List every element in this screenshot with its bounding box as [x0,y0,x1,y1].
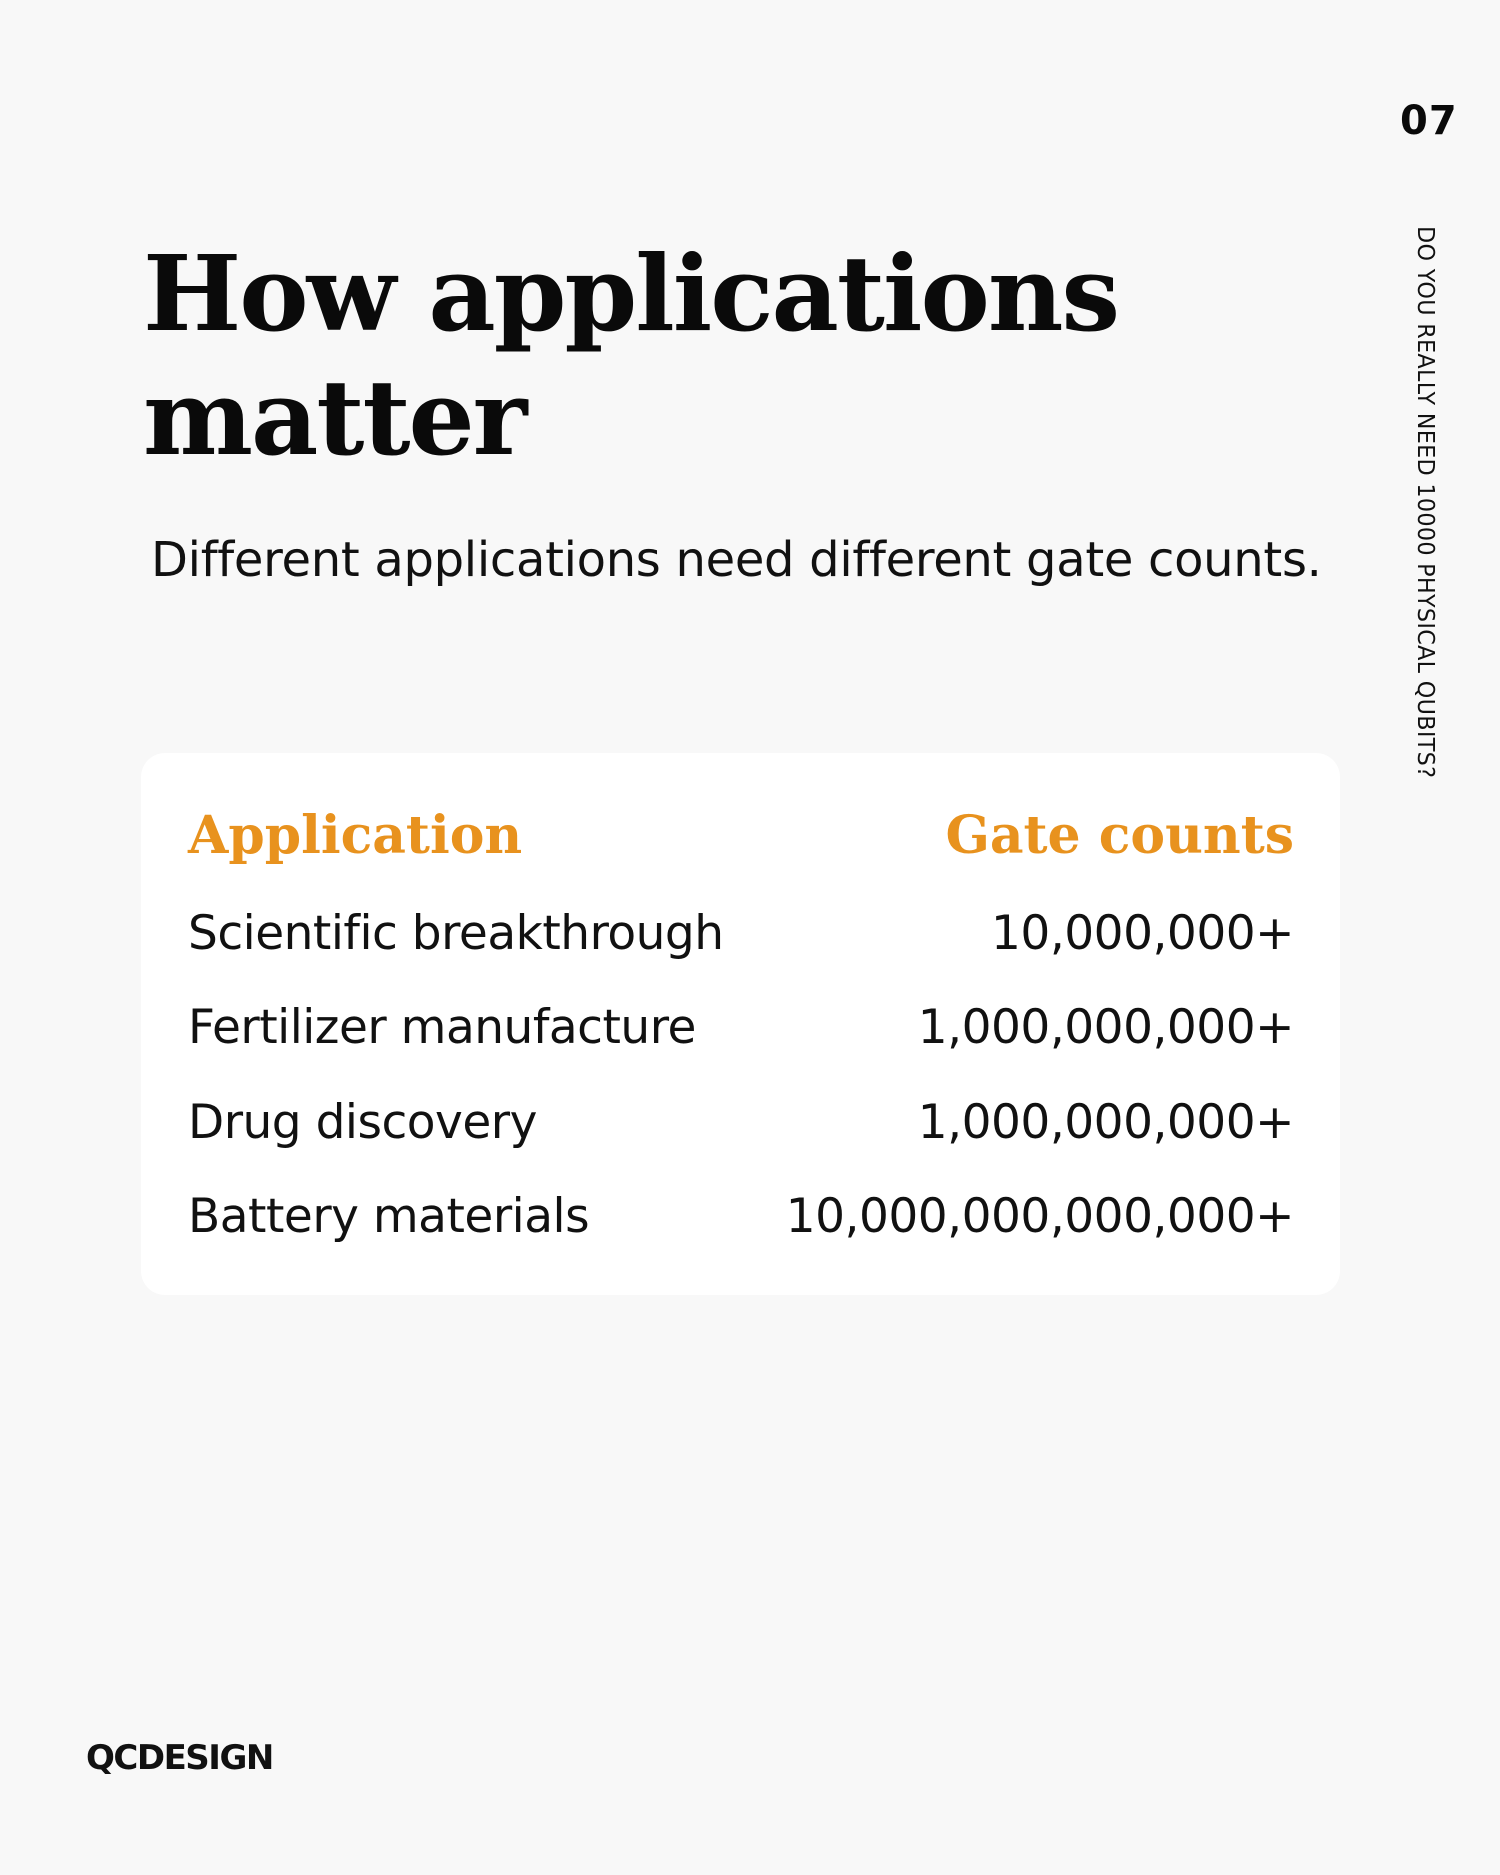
gate-count-cell: 1,000,000,000+ [917,999,1294,1055]
series-title-vertical: DO YOU REALLY NEED 10000 PHYSICAL QUBITS? [1412,226,1438,779]
gate-count-table [141,753,1340,1295]
gate-count-cell: 1,000,000,000+ [917,1094,1294,1150]
table-row [188,1087,1294,1157]
header-gate-counts: Gate counts [945,804,1294,866]
gate-count-cell: 10,000,000,000,000+ [785,1188,1294,1244]
table-header [188,800,1294,870]
subtitle: Different applications need different gate counts. [151,532,1322,588]
gate-count-cell: 10,000,000+ [991,905,1294,961]
application-cell: Battery materials [188,1188,590,1244]
page-number: 07 [1400,98,1458,144]
title-line-2: matter [143,356,526,479]
application-cell: Fertilizer manufacture [188,999,696,1055]
page-title [143,232,1118,480]
header-application: Application [188,804,523,866]
application-cell: Scientific breakthrough [188,905,724,961]
brand-logo: QCDESIGN [86,1738,273,1778]
table-row [188,1181,1294,1251]
table-row [188,898,1294,968]
application-cell: Drug discovery [188,1094,537,1150]
title-line-1: How applications [143,232,1118,355]
table-row [188,992,1294,1062]
